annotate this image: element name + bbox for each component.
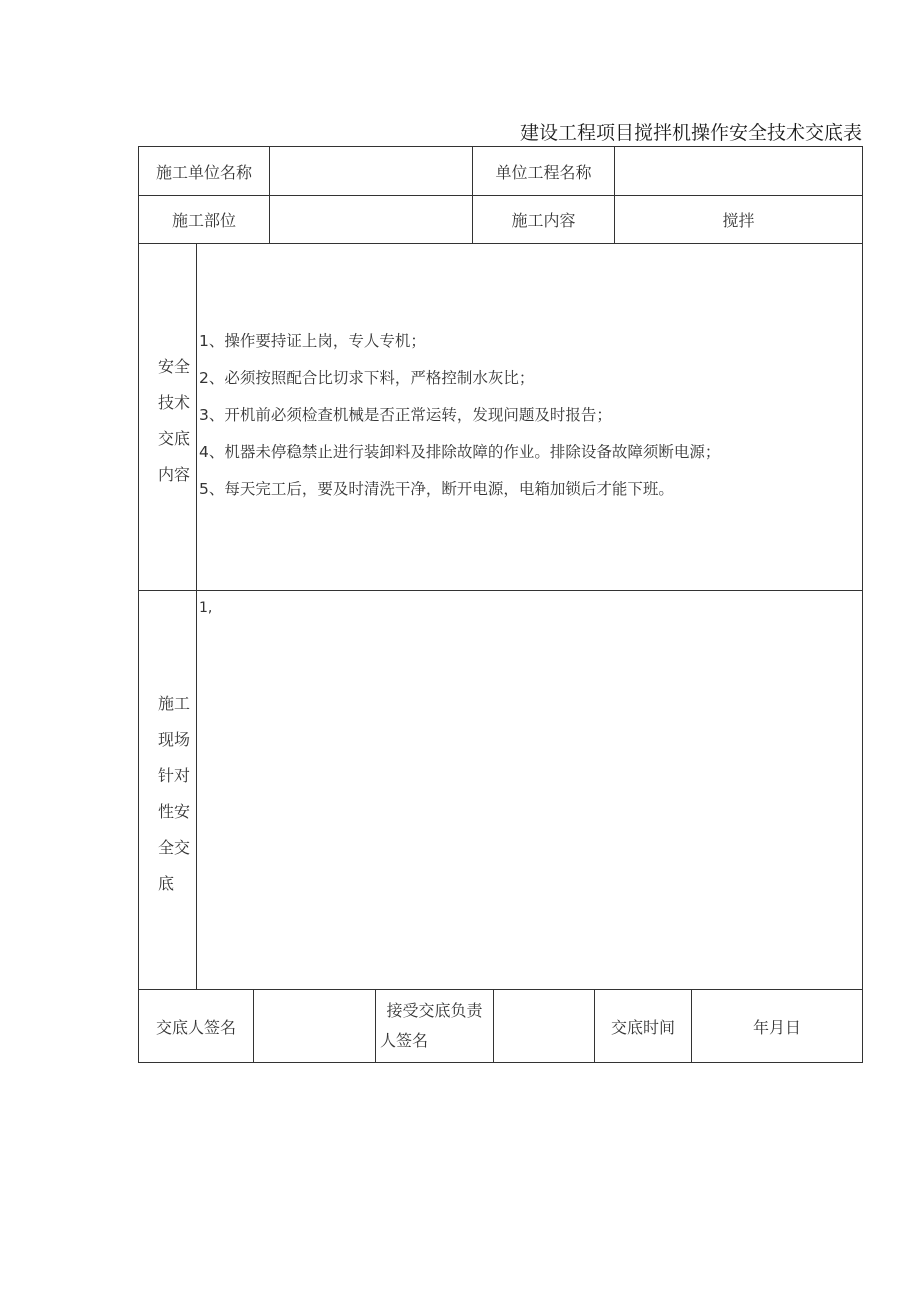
location-label: 施工部位 xyxy=(171,211,236,230)
disclosure-date-field[interactable]: 年月日 xyxy=(752,1017,801,1037)
safety-label-line: 技术 xyxy=(158,393,191,412)
receiver-label-line: 接受交底负责 xyxy=(386,1001,483,1020)
site-label-line: 现场 xyxy=(158,730,191,749)
content-label-divider xyxy=(196,243,197,989)
project-name-label: 单位工程名称 xyxy=(495,162,592,182)
receiver-label-line: 人签名 xyxy=(380,1031,429,1050)
receiver-signature-field[interactable] xyxy=(494,990,594,1062)
disclosure-time-label: 交底时间 xyxy=(610,1017,675,1037)
document-title: 建设工程项目搅拌机操作安全技术交底表 xyxy=(519,122,862,144)
work-content-value[interactable]: 搅拌 xyxy=(722,211,755,230)
table-border-right xyxy=(862,146,863,1063)
safety-content-label xyxy=(158,349,190,493)
discloser-signature-field[interactable] xyxy=(254,990,375,1062)
site-label-line: 性安 xyxy=(158,802,191,821)
location-field[interactable] xyxy=(270,196,472,243)
discloser-signature-label: 交底人签名 xyxy=(155,1017,236,1037)
table-border-bottom xyxy=(138,1062,863,1063)
table-border-left xyxy=(138,146,139,1063)
safety-label-line: 内容 xyxy=(158,465,191,484)
list-item: 5、每天完工后，要及时清洗干净，断开电源，电箱加锁后才能下班。 xyxy=(199,480,674,498)
unit-name-field[interactable] xyxy=(270,147,472,195)
list-item: 4、机器未停稳禁止进行装卸料及排除故障的作业。排除设备故障须断电源； xyxy=(199,443,721,461)
site-label-line: 全交 xyxy=(158,838,191,857)
site-label-line: 针对 xyxy=(158,766,191,785)
list-item: 3、开机前必须检查机械是否正常运转，发现问题及时报告； xyxy=(199,406,612,424)
safety-label-line: 交底 xyxy=(158,429,191,448)
work-content-label: 施工内容 xyxy=(511,211,576,230)
site-label-line: 施工 xyxy=(158,694,191,713)
site-specific-label xyxy=(158,686,190,902)
site-item-1[interactable]: 1, xyxy=(199,600,213,616)
list-item: 1、操作要持证上岗，专人专机； xyxy=(199,332,426,350)
project-name-field[interactable] xyxy=(615,147,862,195)
site-label-line: 底 xyxy=(158,874,175,893)
row-divider-3 xyxy=(138,590,863,591)
unit-name-label: 施工单位名称 xyxy=(155,162,252,182)
list-item: 2、必须按照配合比切求下料，严格控制水灰比； xyxy=(199,369,535,387)
safety-label-line: 安全 xyxy=(158,357,191,376)
receiver-signature-label xyxy=(376,990,493,1062)
row-divider-2 xyxy=(138,243,863,244)
